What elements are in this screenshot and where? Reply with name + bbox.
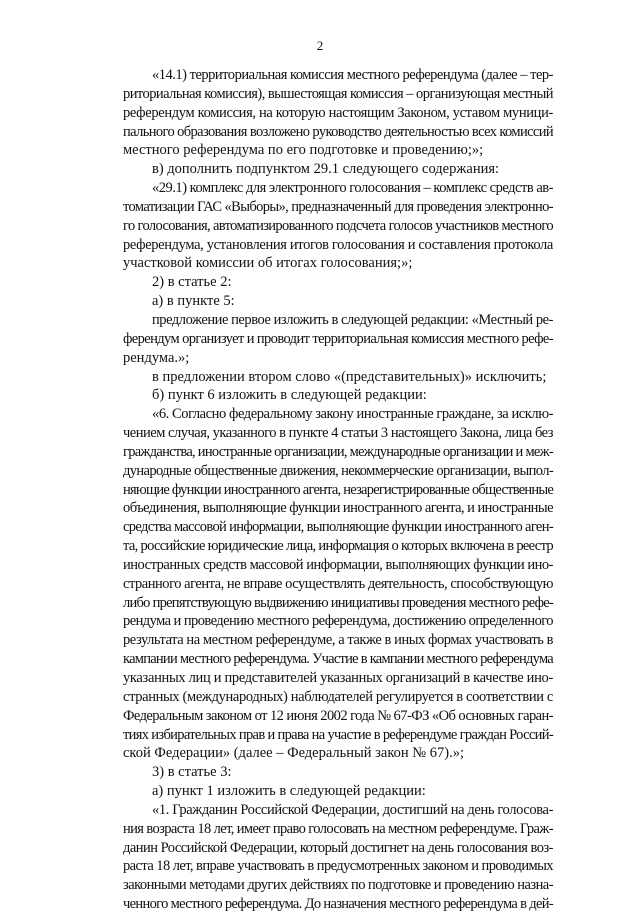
text-line: рендума и проведению местного референдума, достижению определенного [123, 613, 553, 630]
text-line: кампании местного референдума. Участие в кампании местного референдума [123, 651, 553, 668]
text-line: б) пункт 6 изложить в следующей редакции: [152, 387, 427, 404]
text-line: а) в пункте 5: [152, 293, 235, 310]
text-line: местного референдума по его подготовке и проведению;»; [123, 142, 484, 159]
paragraph [94, 763, 553, 782]
text-line: Федеральным законом от 12 июня 2002 года № 67-ФЗ «Об основных гаран- [123, 707, 553, 724]
paragraph [94, 801, 553, 914]
text-line: средства массовой информации, выполняющие функции иностранного аген- [123, 519, 554, 536]
text-line: ской Федерации» (далее – Федеральный закон № 67).»; [123, 745, 464, 762]
paragraph [94, 273, 553, 292]
paragraph [94, 782, 553, 801]
text-line: «14.1) территориальная комиссия местного референдума (далее – тер- [152, 67, 553, 83]
text-line: «29.1) комплекс для электронного голосования – комплекс средств ав- [152, 180, 553, 197]
text-line: няющие функции иностранного агента, незарегистрированные общественные [123, 481, 553, 498]
text-line: риториальная комиссия), вышестоящая комиссия – организующая местный [123, 85, 553, 102]
text-line: референдум комиссия, на которую настоящим Законом, уставом муници- [123, 104, 554, 121]
paragraph [94, 386, 553, 405]
text-line: рендума.»; [123, 349, 190, 366]
text-line: «6. Согласно федеральному закону иностранные граждане, за исклю- [152, 406, 553, 423]
text-line: 2) в статье 2: [152, 274, 232, 291]
text-line: в) дополнить подпунктом 29.1 следующего содержания: [152, 161, 500, 178]
page-number: 2 [316, 38, 324, 53]
paragraph [94, 160, 553, 179]
paragraph [94, 179, 553, 273]
text-line: участковой комиссии об итогах голосования;»; [123, 255, 413, 272]
document-body [94, 66, 553, 914]
text-line: ферендум организует и проводит территориальная комиссия местного рефе- [123, 330, 553, 347]
text-line: либо препятствующую выдвижению инициативы проведения местного рефе- [123, 594, 554, 611]
text-line: пального образования возложено руководство деятельностью всех комиссий [123, 123, 554, 140]
text-line: ченного местного референдума. До назначения местного референдума в дей- [123, 896, 554, 913]
text-line: результата на местном референдуме, а также в иных формах участвовать в [123, 632, 554, 649]
text-line: «1. Гражданин Российской Федерации, достигший на день голосова- [152, 801, 554, 818]
text-line: раста 18 лет, вправе участвовать в предусмотренных законом и проводимых [123, 858, 553, 875]
text-line: объединения, выполняющие функции иностранного агента, и иностранные [123, 500, 553, 517]
text-line: данин Российской Федерации, который достигнет на день голосования воз- [123, 839, 553, 856]
text-line: томатизации ГАС «Выборы», предназначенный для проведения электронно- [123, 198, 554, 215]
text-line: а) пункт 1 изложить в следующей редакции: [152, 783, 426, 800]
text-line: предложение первое изложить в следующей редакции: «Местный ре- [152, 311, 554, 328]
text-line: референдума, установления итогов голосования и составления протокола [123, 236, 553, 253]
text-line: странного агента, не вправе осуществлять деятельность, способствующую [123, 575, 554, 592]
text-line: чением случая, указанного в пункте 4 статьи 3 настоящего Закона, лица без [123, 425, 554, 442]
paragraph [94, 66, 553, 160]
text-line: 3) в статье 3: [152, 764, 232, 781]
paragraph [94, 405, 553, 763]
text-line: в предложении втором слово «(представительных)» исключить; [152, 368, 547, 385]
text-line: указанных лиц и представителей указанных организаций в качестве ино- [123, 670, 553, 686]
paragraph [94, 311, 553, 368]
text-line: иностранных средств массовой информации, выполняющих функции ино- [123, 556, 553, 573]
text-line: тиях избирательных прав и права на участие в референдуме граждан Россий- [123, 726, 554, 743]
text-line: ния возраста 18 лет, имеет право голосовать на местном референдуме. Граж- [123, 820, 553, 837]
text-line: странных (международных) наблюдателей регулируется в соответствии с [123, 688, 553, 705]
text-line: законными методами других действиях по подготовке и проведению назна- [123, 877, 553, 894]
text-line: го голосования, автоматизированного подсчета голосов участников местного [123, 217, 553, 234]
text-line: дународные общественные движения, некоммерческие организации, выпол- [123, 462, 554, 479]
text-line: та, российские юридические лица, информация о которых включена в реестр [123, 538, 553, 555]
paragraph [94, 292, 553, 311]
paragraph [94, 368, 553, 387]
text-line: гражданства, иностранные организации, международные организации и меж- [123, 443, 554, 460]
